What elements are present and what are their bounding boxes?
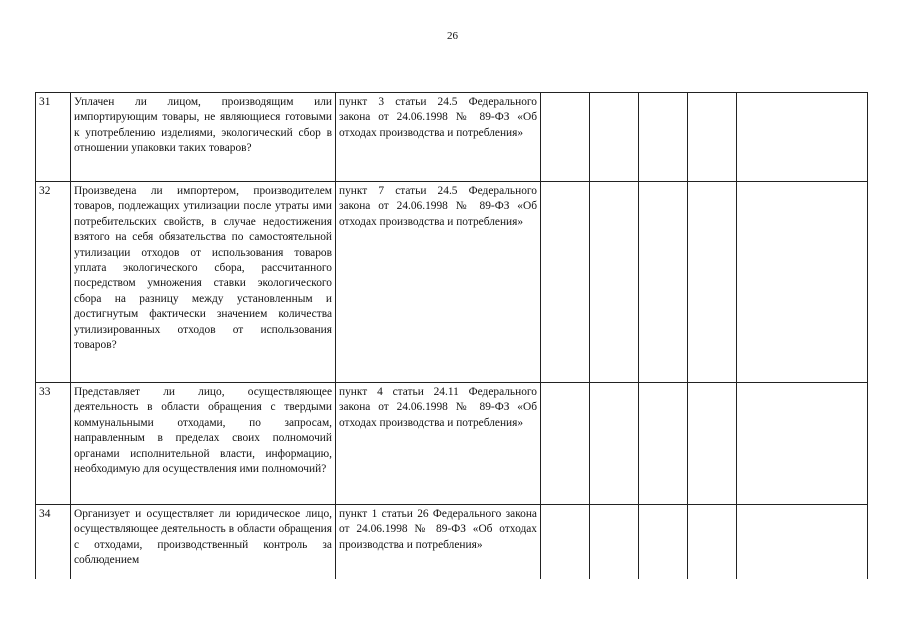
requirement-question: Организует и осуществляет ли юридическое лицо, осуществляющее деятельность в области обращения с отходами, производственный контроль за соблюдением bbox=[71, 505, 336, 580]
row-number: 31 bbox=[36, 93, 71, 182]
table-row bbox=[36, 182, 868, 383]
legal-reference: пункт 4 статьи 24.11 Федерального закона от 24.06.1998 № 89-ФЗ «Об отходах производства и потребления» bbox=[336, 383, 541, 505]
row-number: 34 bbox=[36, 505, 71, 580]
answer-yes-cell bbox=[541, 182, 590, 383]
answer-not-applicable-cell bbox=[639, 383, 688, 505]
legal-reference: пункт 1 статьи 26 Федерального закона от 24.06.1998 № 89-ФЗ «Об отходах производства и потребления» bbox=[336, 505, 541, 580]
answer-no-cell bbox=[590, 93, 639, 182]
legal-reference: пункт 3 статьи 24.5 Федерального закона от 24.06.1998 № 89-ФЗ «Об отходах производства и потребления» bbox=[336, 93, 541, 182]
checklist-table bbox=[35, 92, 868, 579]
note-cell bbox=[737, 93, 868, 182]
requirement-question: Представляет ли лицо, осуществляющее деятельность в области обращения с твердыми коммунальными отходами, по запросам, направленным в пределах своих полномочий органами исполнительной власти, информацию, необходимую для осуществления ими полномочий? bbox=[71, 383, 336, 505]
answer-extra-cell bbox=[688, 505, 737, 580]
row-number: 32 bbox=[36, 182, 71, 383]
table-row bbox=[36, 93, 868, 182]
note-cell bbox=[737, 182, 868, 383]
requirement-question: Уплачен ли лицом, производящим или импортирующим товары, не являющиеся готовыми к употреблению изделиями, экологический сбор в отношении упаковки таких товаров? bbox=[71, 93, 336, 182]
legal-reference: пункт 7 статьи 24.5 Федерального закона от 24.06.1998 № 89-ФЗ «Об отходах производства и потребления» bbox=[336, 182, 541, 383]
answer-extra-cell bbox=[688, 383, 737, 505]
table-row bbox=[36, 505, 868, 580]
answer-extra-cell bbox=[688, 182, 737, 383]
answer-yes-cell bbox=[541, 383, 590, 505]
table-row bbox=[36, 383, 868, 505]
answer-not-applicable-cell bbox=[639, 182, 688, 383]
answer-not-applicable-cell bbox=[639, 93, 688, 182]
note-cell bbox=[737, 383, 868, 505]
page-number: 26 bbox=[447, 30, 458, 42]
answer-no-cell bbox=[590, 383, 639, 505]
answer-no-cell bbox=[590, 505, 639, 580]
row-number: 33 bbox=[36, 383, 71, 505]
answer-no-cell bbox=[590, 182, 639, 383]
answer-extra-cell bbox=[688, 93, 737, 182]
note-cell bbox=[737, 505, 868, 580]
answer-yes-cell bbox=[541, 505, 590, 580]
answer-yes-cell bbox=[541, 93, 590, 182]
answer-not-applicable-cell bbox=[639, 505, 688, 580]
requirement-question: Произведена ли импортером, производителем товаров, подлежащих утилизации после утраты ими потребительских свойств, в случае недостижения взятого на себя обязательства по самостоятельной утилизации отходов от использования товаров уплата экологического сбора, рассчитанного посредством умножения ставки экологического сбора на разницу между установленным и достигнутым фактически значением количества утилизированных отходов от использования товаров? bbox=[71, 182, 336, 383]
